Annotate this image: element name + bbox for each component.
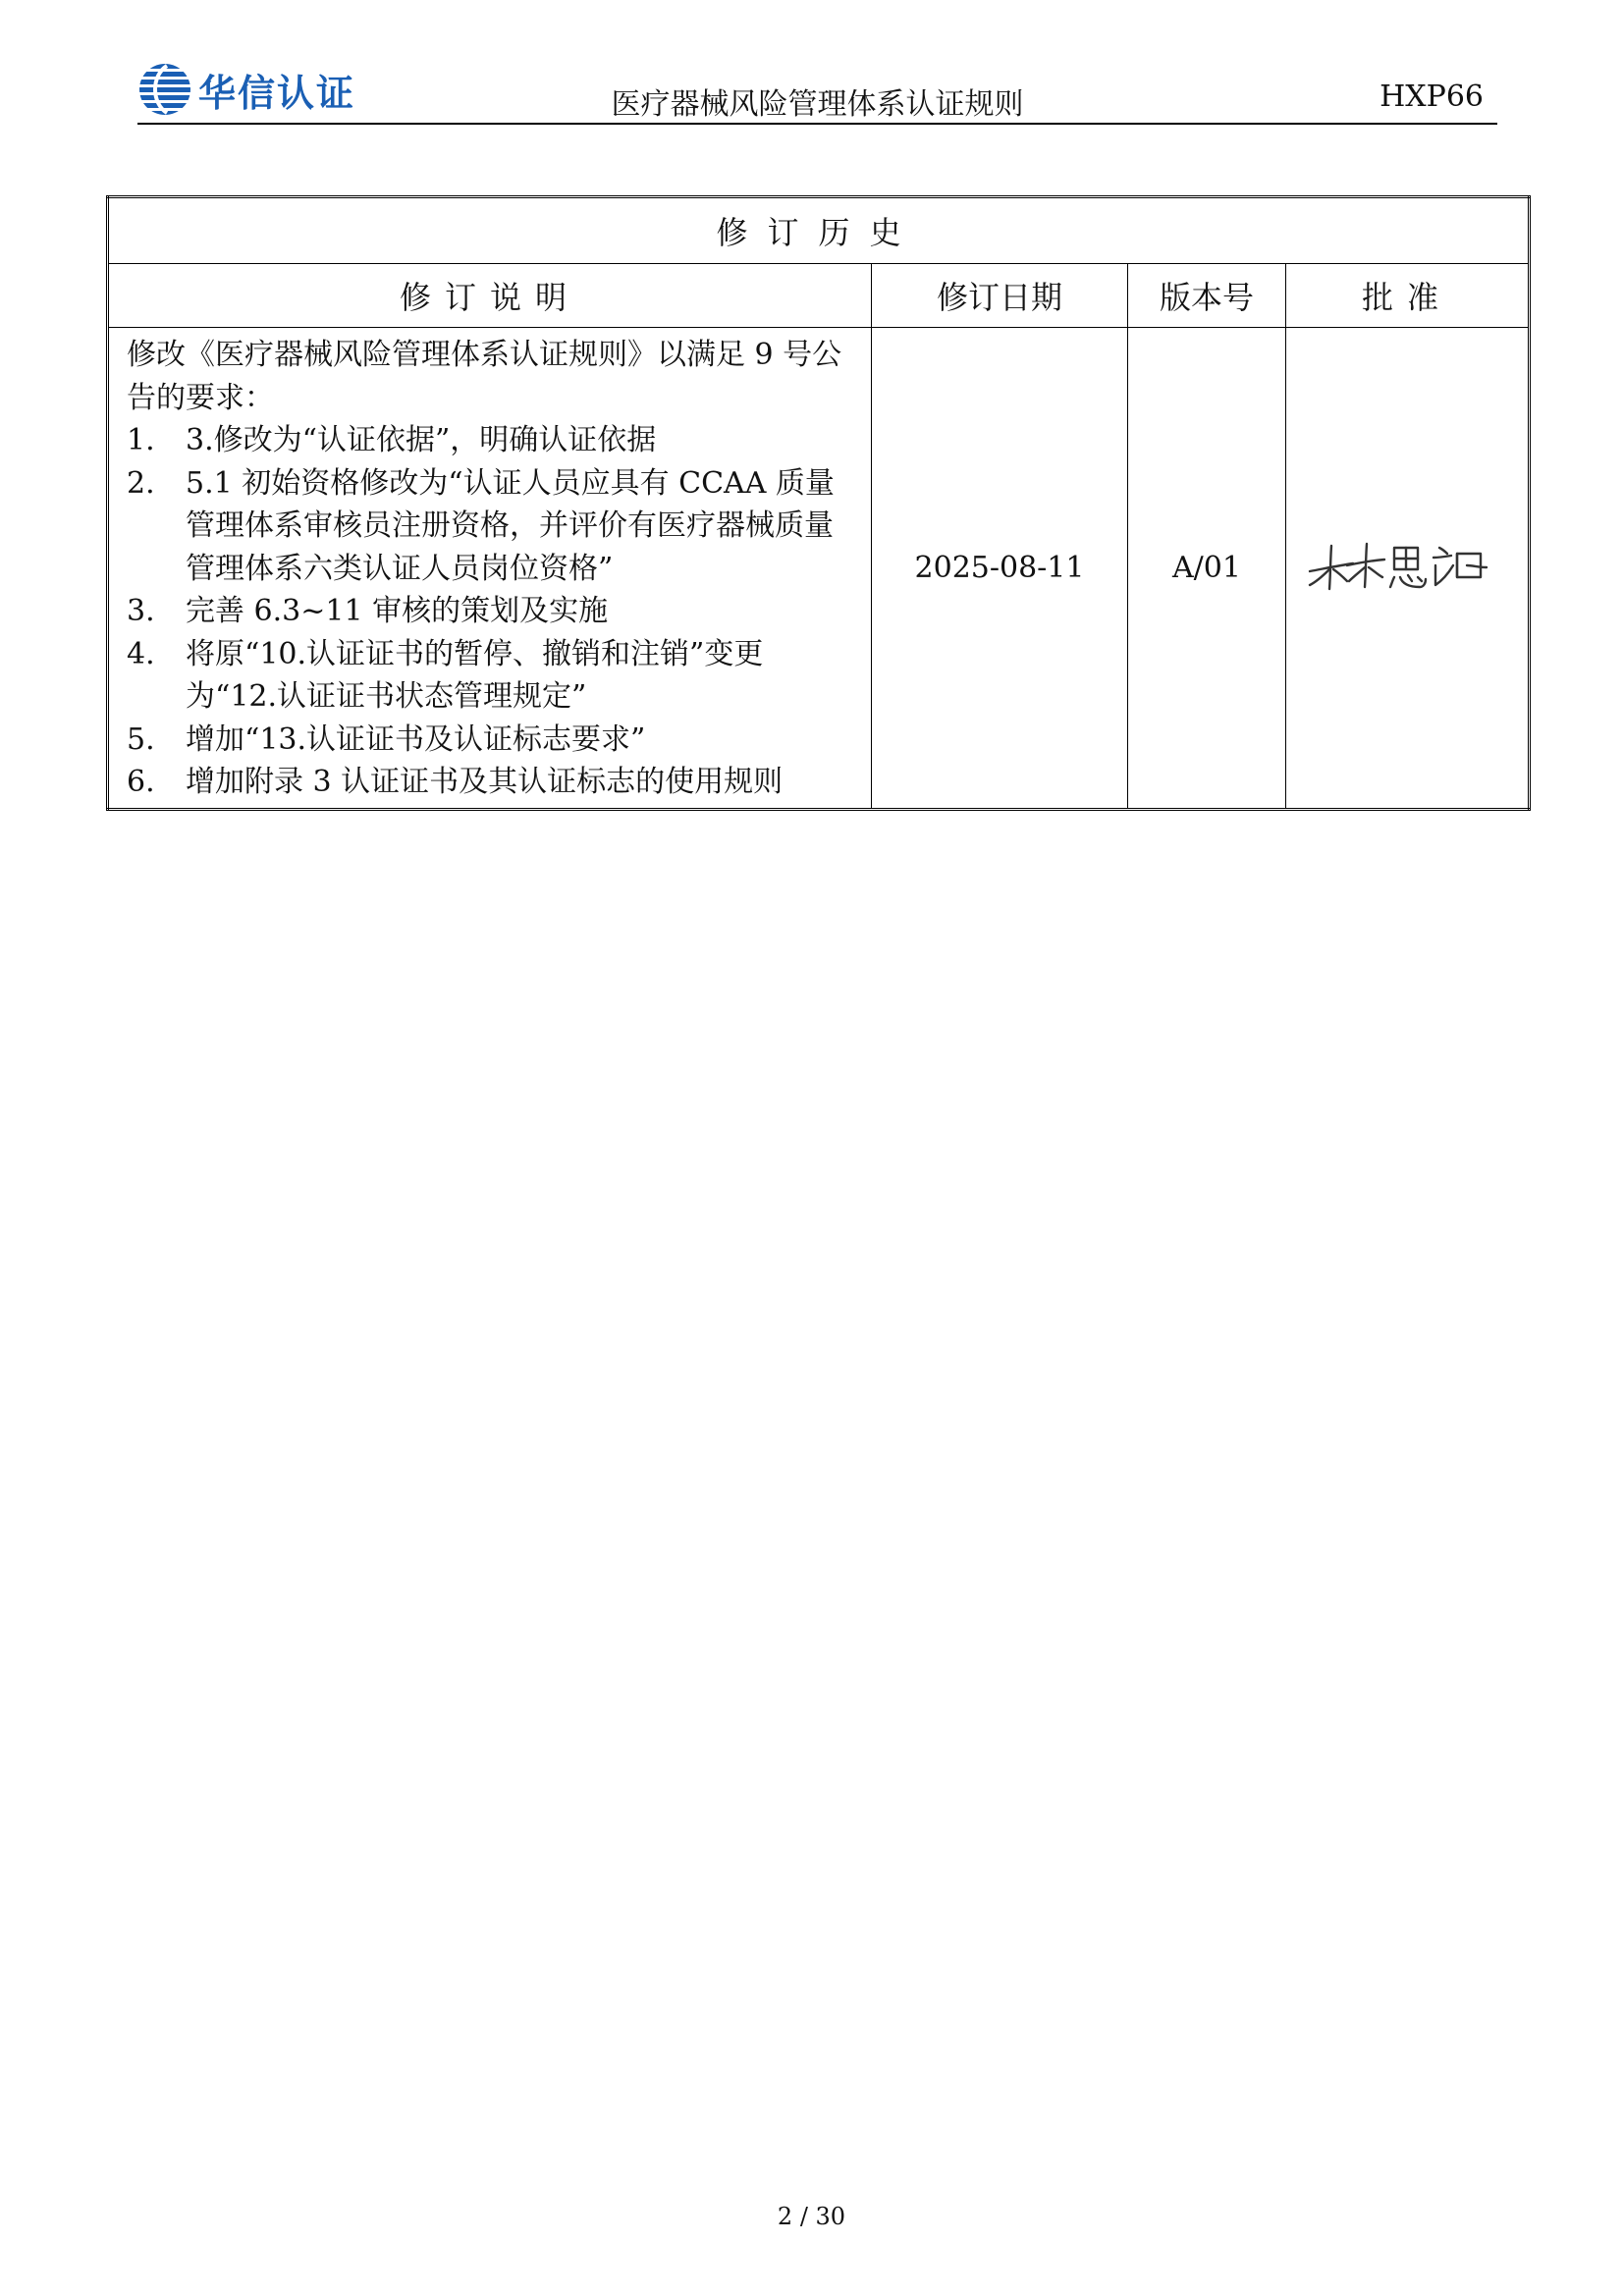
item-text: 增加附录 3 认证证书及其认证标志的使用规则 (186, 765, 784, 799)
revision-description-cell (108, 328, 872, 810)
column-header-date: 修订日期 (872, 264, 1128, 328)
approval-signature-cell (1286, 328, 1530, 810)
item-text: 增加“13.认证证书及认证标志要求” (186, 721, 646, 757)
item-number: 4. (127, 636, 155, 671)
table-caption: 修订历史 (108, 197, 1530, 264)
document-code: HXP66 (1380, 80, 1484, 114)
revision-history-table (106, 195, 1531, 811)
list-item (127, 419, 853, 462)
revision-intro: 修改《医疗器械风险管理体系认证规则》以满足 9 号公告的要求： (127, 338, 842, 415)
item-text: 完善 6.3~11 审核的策划及实施 (186, 594, 609, 628)
header-divider (137, 123, 1497, 125)
document-title: 医疗器械风险管理体系认证规则 (611, 87, 1024, 122)
item-text: 3.修改为“认证依据”，明确认证依据 (186, 423, 657, 457)
list-item (127, 462, 853, 591)
column-header-version: 版本号 (1128, 264, 1286, 328)
item-number: 5. (127, 721, 155, 757)
column-header-description: 修订说明 (108, 264, 872, 328)
revision-item-list (127, 419, 853, 804)
logo-text: 华信认证 (198, 71, 356, 115)
page-header (137, 54, 1497, 127)
revision-version: A/01 (1128, 328, 1286, 810)
item-number: 2. (127, 465, 155, 501)
revision-date: 2025-08-11 (872, 328, 1128, 810)
table-row (108, 328, 1530, 810)
page-number: 2 / 30 (777, 2203, 846, 2230)
item-number: 1. (127, 423, 155, 457)
handwritten-signature (1304, 536, 1510, 595)
item-text: 将原“10.认证证书的暂停、撤销和注销”变更为“12.认证证书状态管理规定” (186, 636, 764, 714)
list-item (127, 633, 853, 719)
list-item (127, 719, 853, 762)
item-number: 3. (127, 594, 155, 628)
list-item (127, 590, 853, 633)
list-item (127, 761, 853, 804)
item-text: 5.1 初始资格修改为“认证人员应具有 CCAA 质量管理体系审核员注册资格，并评价有医疗器械质量管理体系六类认证人员岗位资格” (186, 465, 835, 586)
column-header-approval: 批准 (1286, 264, 1530, 328)
item-number: 6. (127, 765, 155, 799)
